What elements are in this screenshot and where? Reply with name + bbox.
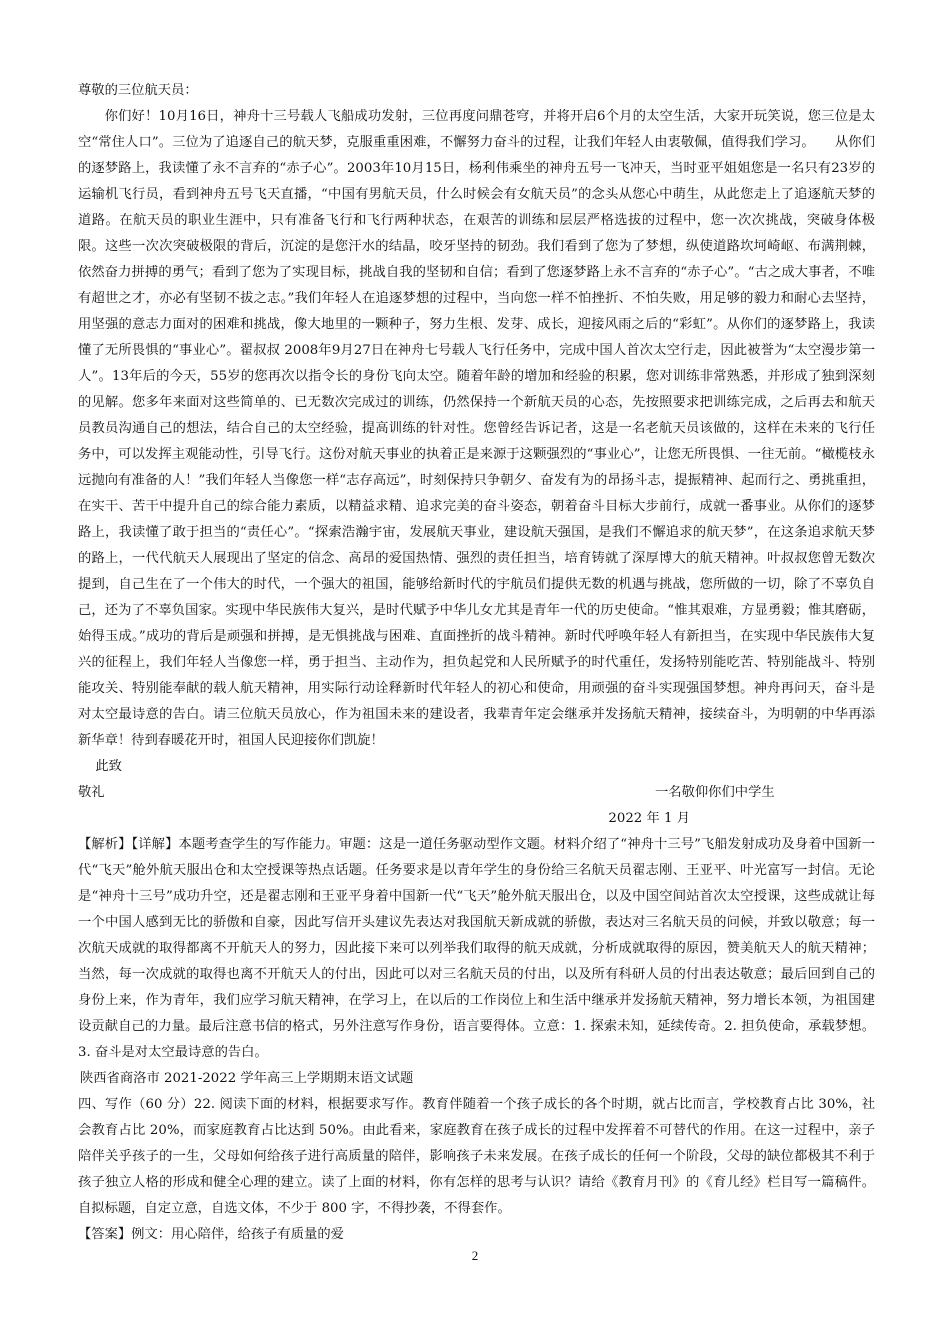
signature-row (78, 780, 875, 806)
letter-closing-jing-li: 敬礼 (78, 785, 105, 800)
letter-body: 你们好！10月16日，神舟十三号载人飞船成功发射，三位再度问鼎苍穹，并将开启6个月的太空生活，大家开玩笑说，您三位是太空“常住人口”。三位为了追逐自己的航天梦，克服重重困难，不懈努力奋斗的过程，让我们年轻人由衷敬佩，值得我们学习。 从你们的逐梦路上，我读懂了永不言弃的“赤子心”。2003年10月15日，杨利伟乘坐的神舟五号一飞冲天，当时亚平姐姐您是一名只有23岁的运输机飞行员，看到神舟五号飞天直播，“中国有男航天员，什么时候会有女航天员”的念头从您心中萌生，从此您走上了追逐航天梦的道路。在航天员的职业生涯中，只有准备飞行和飞行两种状态，在艰苦的训练和层层严格选拔的过程中，您一次次挑战，突破身体极限。这些一次次突破极限的背后，沉淀的是您汗水的结晶，咬牙坚持的韧劲。我们看到了您为了梦想，纵使道路坎坷崎岖、布满荆棘，依然奋力拼搏的勇气；看到了您为了实现目标，挑战自我的坚韧和自信；看到了您逐梦路上永不言弃的“赤子心”。“古之成大事者，不唯有超世之才，亦必有坚韧不拔之志。”我们年轻人在追逐梦想的过程中，当向您一样不怕挫折、不怕失败，用足够的毅力和耐心去坚持，用坚强的意志力面对的困难和挑战，像大地里的一颗种子，努力生根、发芽、成长，迎接风雨之后的“彩虹”。从你们的逐梦路上，我读懂了无所畏惧的“事业心”。翟叔叔 2008年9月27日在神舟七号载人飞行任务中，完成中国人首次太空行走，因此被誉为“太空漫步第一人”。13年后的今天，55岁的您再次以指令长的身份飞向太空。随着年龄的增加和经验的积累，您对训练非常熟悉，并形成了独到深刻的见解。您多年来面对这些简单的、已无数次完成过的训练，仍然保持一个新航天员的心态，先按照要求把训练完成，之后再去和航天员教员沟通自己的想法，结合自己的太空经验，提高训练的针对性。您曾经告诉记者，这是一名老航天员该做的，这样在未来的飞行任务中，可以发挥主观能动性，引导飞行。这份对航天事业的执着正是来源于这颗强烈的“事业心”，让您无所畏惧、一往无前。“橄榄枝永远抛向有准备的人！”我们年轻人当像您一样“志存高远”，时刻保持只争朝夕、奋发有为的昂扬斗志，提振精神、起而行之、勇挑重担，在实干、苦干中提升自己的综合能力素质，以精益求精、追求完美的奋斗姿态，朝着奋斗目标大步前行，成就一番事业。从你们的逐梦路上，我读懂了敢于担当的“责任心”。“探索浩瀚宇宙，发展航天事业，建设航天强国，是我们不懈追求的航天梦”，在这条追求航天梦的路上，一代代航天人展现出了坚定的信念、高昂的爱国热情、强烈的责任担当，培育铸就了深厚博大的航天精神。叶叔叔您曾无数次提到，自己生在了一个伟大的时代，一个强大的祖国，能够给新时代的宇航员们提供无数的机遇与挑战，您所做的一切，除了不辜负自己，还为了不辜负国家。实现中华民族伟大复兴，是时代赋予中华儿女尤其是青年一代的历史使命。“惟其艰难，方显勇毅；惟其磨砺，始得玉成。”成功的背后是顽强和拼搏，是无惧挑战与困难、直面挫折的战斗精神。新时代呼唤年轻人有新担当，在实现中华民族伟大复兴的征程上，我们年轻人当像您一样，勇于担当、主动作为，担负起党和人民所赋予的时代重任，发扬特别能吃苦、特别能战斗、特别能攻关、特别能奉献的载人航天精神，用实际行动诠释新时代年轻人的初心和使命，用顽强的奋斗实现强国梦想。神舟再问天，奋斗是对太空最诗意的告白。请三位航天员放心，作为祖国未来的建设者，我辈青年定会继承并发扬航天精神，接续奋斗，为明朝的中华再添新华章！待到春暖花开时，祖国人民迎接你们凯旋！ (78, 109, 875, 748)
analysis-paragraph (78, 832, 875, 1066)
letter-signature: 一名敬仰你们中学生 (655, 785, 775, 800)
page-number: 2 (471, 1248, 479, 1263)
analysis-text: 本题考查学生的写作能力。审题：这是一道任务驱动型作文题。材料介绍了“神舟十三号”飞船发射成功及身着中国新一代“飞天”舱外航天服出仓和太空授课等热点话题。任务要求是以青年学生的身份给三名航天员翟志刚、王亚平、叶光富写一封信。无论是“神舟十三号”成功升空，还是翟志刚和王亚平身着中国新一代“飞天”舱外航天服出仓，以及中国空间站首次太空授课，这些成就让每一个中国人感到无比的骄傲和自豪，因此写信开头建议先表达对我国航天新成就的骄傲，表达对三名航天员的问候，并致以敬意；每一次航天成就的取得都离不开航天人的努力，因此接下来可以列举我们取得的航天成就，分析成就取得的原因，赞美航天人的航天精神；当然，每一次成就的取得也离不开航天人的付出，因此可以对三名航天员的付出，以及所有科研人员的付出表达敬意；最后回到自己的身份上来，作为青年，我们应学习航天精神，在学习上，在以后的工作岗位上和生活中继承并发扬航天精神，努力增长本领，为祖国建设贡献自己的力量。最后注意书信的格式，另外注意写作身份，语言要得体。立意：1. 探索未知，延续传奇。2. 担负使命，承载梦想。3. 奋斗是对太空最诗意的告白。 (78, 837, 876, 1060)
writing-question: 四、写作（60 分）22. 阅读下面的材料，根据要求写作。教育伴随着一个孩子成长的各个时期，就占比而言，学校教育占比 30%，社会教育占比 20%，而家庭教育占比达到 50%。由此看来，家庭教育在孩子成长的过程中发挥着不可替代的作用。在这一过程中，亲子陪伴关乎孩子的一生，父母如何给孩子进行高质量的陪伴，影响孩子未来发展。在孩子成长的任何一个阶段，父母的缺位都极其不利于孩子独立人格的形成和健全心理的建立。读了上面的材料，你有怎样的思考与认识？请给《教育月刊》的《育儿经》栏目写一篇稿件。自拟标题，自定立意，自选文体，不少于 800 字，不得抄袭，不得套作。 (78, 1097, 875, 1216)
letter-closing-ci-zhi: 此致 (95, 759, 122, 774)
analysis-label: 【解析】【详解】 (78, 837, 179, 852)
letter-date: 2022 年 1 月 (608, 811, 690, 826)
exam-source: 陕西省商洛市 2021-2022 学年高三上学期期末语文试题 (80, 1071, 414, 1086)
document-page (78, 78, 875, 1248)
letter-salutation: 尊敬的三位航天员： (78, 83, 198, 98)
answer-line: 【答案】例文：用心陪伴，给孩子有质量的爱 (78, 1227, 344, 1242)
